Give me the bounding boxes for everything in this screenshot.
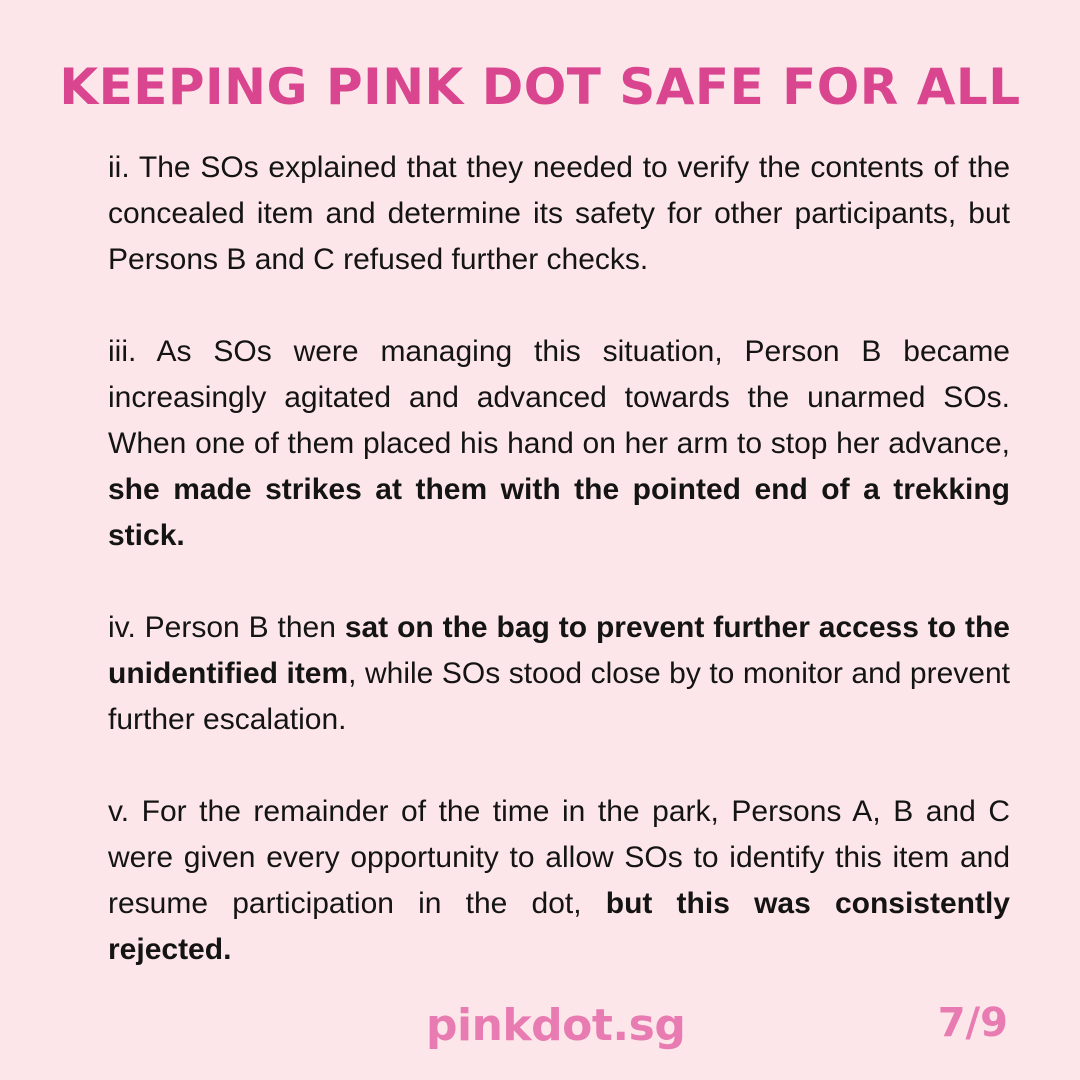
body-text [108, 145, 1010, 1019]
paragraph-ii [108, 145, 1010, 283]
paragraph-v-bold: but this was consistently rejected. [108, 887, 1010, 966]
page-number: 7/9 [937, 1000, 1008, 1046]
paragraph-iii-text: iii. As SOs were managing this situation, Person B became increasingly agitated and advanced towards the unarmed SOs. When one of them placed his hand on her arm to stop her advance, [108, 335, 1010, 460]
paragraph-iv-text-end: , while SOs stood close by to monitor and prevent further escalation. [108, 657, 1010, 736]
pinkdot-logo: pinkdot.sg [426, 1000, 686, 1051]
paragraph-v-text: v. For the remainder of the time in the park, Persons A, B and C were given every opportunity to allow SOs to identify this item and resume participation in the dot, [108, 795, 1010, 920]
paragraph-v [108, 789, 1010, 973]
paragraph-iv-bold: sat on the bag to prevent further access to the unidentified item [108, 611, 1010, 690]
paragraph-iv-text-start: iv. Person B then [108, 611, 345, 644]
paragraph-iii-bold: she made strikes at them with the pointed end of a trekking stick. [108, 473, 1010, 552]
paragraph-ii-text: ii. The SOs explained that they needed to verify the contents of the concealed item and determine its safety for other participants, but Persons B and C refused further checks. [108, 151, 1010, 276]
page-title: KEEPING PINK DOT SAFE FOR ALL [59, 58, 1021, 116]
paragraph-iv [108, 605, 1010, 743]
paragraph-iii [108, 329, 1010, 559]
